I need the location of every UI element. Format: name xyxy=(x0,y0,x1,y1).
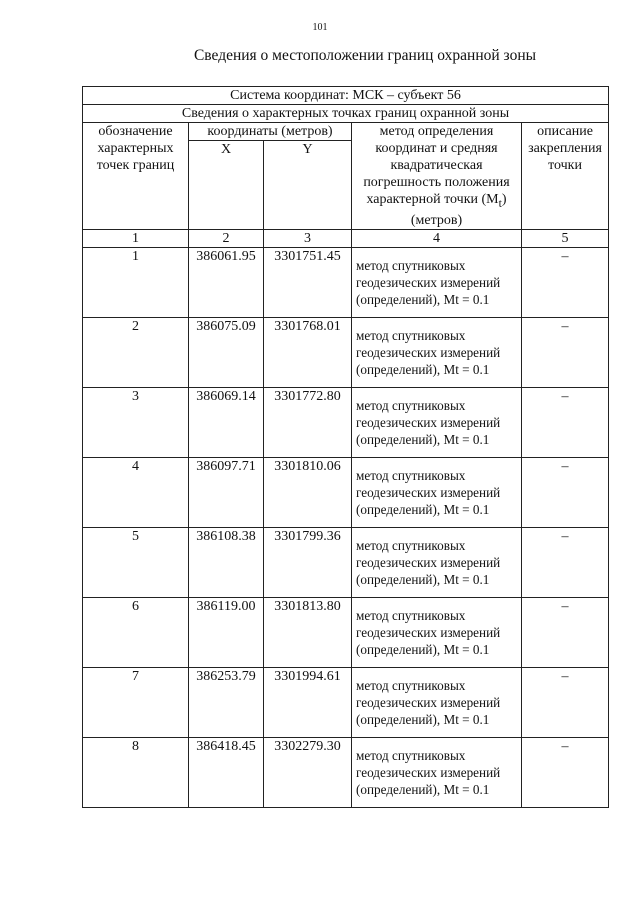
table-row xyxy=(83,668,609,738)
y-coordinate-cell: 3301994.61 xyxy=(264,668,352,738)
description-cell: – xyxy=(522,388,609,458)
table-row xyxy=(83,388,609,458)
boundary-points-table xyxy=(82,86,609,808)
x-coordinate-cell: 386097.71 xyxy=(189,458,264,528)
point-number-cell: 5 xyxy=(83,528,189,598)
y-coordinate-cell: 3301772.80 xyxy=(264,388,352,458)
point-number-cell: 6 xyxy=(83,598,189,668)
table-row xyxy=(83,528,609,598)
method-cell: метод спутниковых геодезических измерений (определений), Mt = 0.1 xyxy=(352,738,522,808)
page-number: 101 xyxy=(312,22,328,33)
header-point-designation: обозначение характерных точек границ xyxy=(83,123,189,230)
description-cell: – xyxy=(522,318,609,388)
coordinate-system: Система координат: МСК – субъект 56 xyxy=(83,87,609,105)
x-coordinate-cell: 386108.38 xyxy=(189,528,264,598)
point-number-cell: 2 xyxy=(83,318,189,388)
header-coordinates: координаты (метров) xyxy=(189,123,352,141)
description-cell: – xyxy=(522,458,609,528)
section-title: Сведения о характерных точках границ охранной зоны xyxy=(83,105,609,123)
description-cell: – xyxy=(522,668,609,738)
x-coordinate-cell: 386069.14 xyxy=(189,388,264,458)
x-coordinate-cell: 386119.00 xyxy=(189,598,264,668)
method-cell: метод спутниковых геодезических измерений (определений), Mt = 0.1 xyxy=(352,318,522,388)
header-method-close: ) xyxy=(501,192,507,207)
point-number-cell: 8 xyxy=(83,738,189,808)
point-number-cell: 4 xyxy=(83,458,189,528)
table-row xyxy=(83,318,609,388)
column-number: 2 xyxy=(189,230,264,248)
y-coordinate-cell: 3301768.01 xyxy=(264,318,352,388)
y-coordinate-cell: 3301810.06 xyxy=(264,458,352,528)
document-title: Сведения о местоположении границ охранной зоны xyxy=(193,47,537,64)
table-body xyxy=(83,248,609,808)
x-coordinate-cell: 386418.45 xyxy=(189,738,264,808)
point-number-cell: 3 xyxy=(83,388,189,458)
point-number-cell: 7 xyxy=(83,668,189,738)
x-coordinate-cell: 386061.95 xyxy=(189,248,264,318)
description-cell: – xyxy=(522,598,609,668)
header-method-text: метод определения координат и средняя квадратическая погрешность положения характерной точки (M xyxy=(363,124,510,207)
method-cell: метод спутниковых геодезических измерений (определений), Mt = 0.1 xyxy=(352,458,522,528)
column-number: 4 xyxy=(352,230,522,248)
description-cell: – xyxy=(522,528,609,598)
column-number: 3 xyxy=(264,230,352,248)
y-coordinate-cell: 3302279.30 xyxy=(264,738,352,808)
y-coordinate-cell: 3301799.36 xyxy=(264,528,352,598)
column-number: 5 xyxy=(522,230,609,248)
method-cell: метод спутниковых геодезических измерений (определений), Mt = 0.1 xyxy=(352,248,522,318)
header-description: описание закрепления точки xyxy=(522,123,609,230)
y-coordinate-cell: 3301813.80 xyxy=(264,598,352,668)
header-x: X xyxy=(189,141,264,230)
method-cell: метод спутниковых геодезических измерений (определений), Mt = 0.1 xyxy=(352,598,522,668)
method-cell: метод спутниковых геодезических измерений (определений), Mt = 0.1 xyxy=(352,528,522,598)
description-cell: – xyxy=(522,738,609,808)
method-cell: метод спутниковых геодезических измерений (определений), Mt = 0.1 xyxy=(352,668,522,738)
x-coordinate-cell: 386075.09 xyxy=(189,318,264,388)
y-coordinate-cell: 3301751.45 xyxy=(264,248,352,318)
table-row xyxy=(83,458,609,528)
header-y: Y xyxy=(264,141,352,230)
column-number: 1 xyxy=(83,230,189,248)
description-cell: – xyxy=(522,248,609,318)
table-row xyxy=(83,248,609,318)
header-method-subscript: t xyxy=(498,196,502,210)
header-method xyxy=(352,123,522,230)
table-row xyxy=(83,598,609,668)
point-number-cell: 1 xyxy=(83,248,189,318)
header-method-units: (метров) xyxy=(410,212,463,228)
x-coordinate-cell: 386253.79 xyxy=(189,668,264,738)
table-row xyxy=(83,738,609,808)
method-cell: метод спутниковых геодезических измерений (определений), Mt = 0.1 xyxy=(352,388,522,458)
column-numbers-row xyxy=(83,230,609,248)
